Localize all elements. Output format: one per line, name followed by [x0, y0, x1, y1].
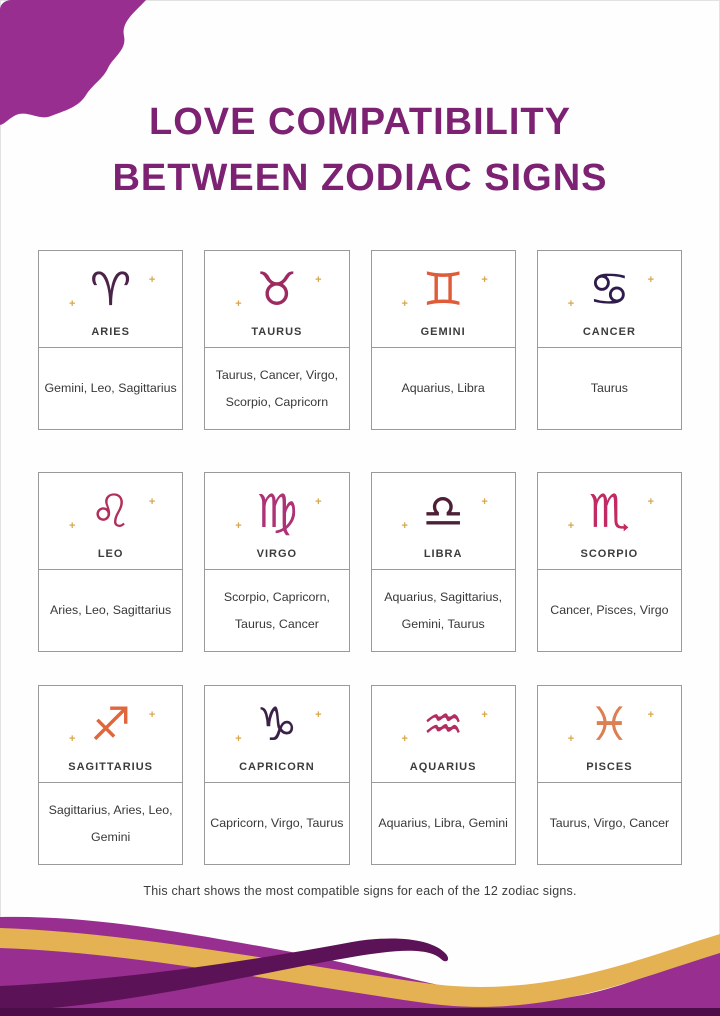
- sparkle-icon: +: [647, 274, 654, 286]
- sign-name-label: VIRGO: [256, 548, 298, 560]
- compatible-signs-text: Taurus, Cancer, Virgo, Scorpio, Capricorn: [215, 368, 339, 409]
- compatible-signs-text: Capricorn, Virgo, Taurus: [210, 816, 344, 831]
- zodiac-card-capricorn: [204, 685, 349, 865]
- sparkle-icon: +: [401, 298, 408, 310]
- sparkle-icon: +: [69, 733, 76, 745]
- sign-name-label: AQUARIUS: [409, 761, 477, 773]
- sagittarius-icon: ♐: [90, 697, 132, 751]
- virgo-icon: ♍: [256, 484, 298, 538]
- sparkle-icon: +: [567, 298, 575, 310]
- sign-name-label: SCORPIO: [580, 548, 639, 560]
- sparkle-icon: +: [235, 520, 242, 532]
- sparkle-icon: +: [401, 733, 408, 745]
- card-header: [538, 251, 681, 348]
- card-header: [205, 251, 348, 348]
- sparkle-icon: +: [235, 733, 242, 745]
- sign-name-label: CAPRICORN: [239, 761, 315, 773]
- footer-note: This chart shows the most compatible signs for each of the 12 zodiac signs.: [143, 884, 577, 898]
- compatible-signs-text: Sagittarius, Aries, Leo, Gemini: [48, 803, 173, 844]
- sparkle-icon: +: [69, 298, 76, 310]
- libra-icon: ♎: [422, 484, 464, 538]
- sign-name-label: ARIES: [91, 326, 130, 338]
- compatible-signs-text: Aquarius, Libra, Gemini: [378, 816, 508, 831]
- zodiac-card-pisces: [537, 685, 682, 865]
- compatible-signs-text: Taurus: [590, 381, 628, 396]
- gemini-icon: ♊: [422, 262, 464, 316]
- sparkle-icon: +: [401, 520, 408, 532]
- sparkle-icon: +: [148, 496, 156, 508]
- sign-name-label: GEMINI: [420, 326, 466, 338]
- sign-name-label: SAGITTARIUS: [68, 761, 153, 773]
- aries-icon: ♈: [90, 262, 132, 316]
- sign-name-label: CANCER: [582, 326, 636, 338]
- sparkle-icon: +: [481, 709, 488, 721]
- sparkle-icon: +: [567, 733, 575, 745]
- sparkle-icon: +: [647, 709, 654, 721]
- sparkle-icon: +: [481, 496, 488, 508]
- bottom-wave-decoration: [0, 910, 720, 1016]
- zodiac-card-sagittarius: [38, 685, 183, 865]
- capricorn-icon: ♑: [256, 697, 298, 751]
- zodiac-card-libra: [371, 472, 516, 652]
- zodiac-card-taurus: [204, 250, 349, 430]
- card-header: [372, 473, 515, 570]
- zodiac-card-scorpio: [537, 472, 682, 652]
- compatible-signs-text: Cancer, Pisces, Virgo: [550, 603, 669, 618]
- sparkle-icon: +: [647, 496, 654, 508]
- aquarius-icon: ♒: [422, 697, 464, 751]
- zodiac-card-cancer: [537, 250, 682, 430]
- card-header: [39, 473, 182, 570]
- sparkle-icon: +: [315, 709, 322, 721]
- bottom-strip: [0, 1008, 720, 1016]
- card-header: [205, 686, 348, 783]
- zodiac-card-virgo: [204, 472, 349, 652]
- grid-row-2: [38, 472, 682, 652]
- card-header: [39, 686, 182, 783]
- sparkle-icon: +: [235, 298, 242, 310]
- zodiac-card-aries: [38, 250, 183, 430]
- sparkle-icon: +: [69, 520, 76, 532]
- zodiac-card-leo: [38, 472, 183, 652]
- card-header: [39, 251, 182, 348]
- zodiac-card-aquarius: [371, 685, 516, 865]
- title-line-2: BETWEEN ZODIAC SIGNS: [112, 157, 608, 199]
- page-title: [0, 94, 720, 206]
- compatible-signs-text: Aquarius, Libra: [401, 381, 485, 396]
- pisces-icon: ♓: [588, 697, 630, 751]
- sign-name-label: LEO: [97, 548, 124, 560]
- sparkle-icon: +: [315, 274, 322, 286]
- sparkle-icon: +: [567, 520, 575, 532]
- compatible-signs-text: Scorpio, Capricorn, Taurus, Cancer: [223, 590, 330, 631]
- grid-row-3: [38, 685, 682, 865]
- cancer-icon: ♋: [588, 262, 630, 316]
- title-line-1: LOVE COMPATIBILITY: [149, 101, 571, 143]
- sparkle-icon: +: [148, 709, 156, 721]
- zodiac-card-gemini: [371, 250, 516, 430]
- scorpio-icon: ♏: [588, 484, 630, 538]
- card-header: [538, 473, 681, 570]
- sign-name-label: LIBRA: [423, 548, 463, 560]
- compatible-signs-text: Gemini, Leo, Sagittarius: [44, 381, 177, 396]
- taurus-icon: ♉: [256, 262, 298, 316]
- card-header: [205, 473, 348, 570]
- sparkle-icon: +: [148, 274, 156, 286]
- card-header: [372, 251, 515, 348]
- sign-name-label: TAURUS: [251, 326, 303, 338]
- card-header: [372, 686, 515, 783]
- leo-icon: ♌: [90, 484, 132, 538]
- compatible-signs-text: Aquarius, Sagittarius, Gemini, Taurus: [384, 590, 503, 631]
- compatible-signs-text: Taurus, Virgo, Cancer: [549, 816, 670, 831]
- sparkle-icon: +: [315, 496, 322, 508]
- sign-name-label: PISCES: [586, 761, 633, 773]
- compatible-signs-text: Aries, Leo, Sagittarius: [50, 603, 172, 618]
- grid-row-1: [38, 250, 682, 430]
- card-header: [538, 686, 681, 783]
- sparkle-icon: +: [481, 274, 488, 286]
- zodiac-grid: [38, 250, 682, 865]
